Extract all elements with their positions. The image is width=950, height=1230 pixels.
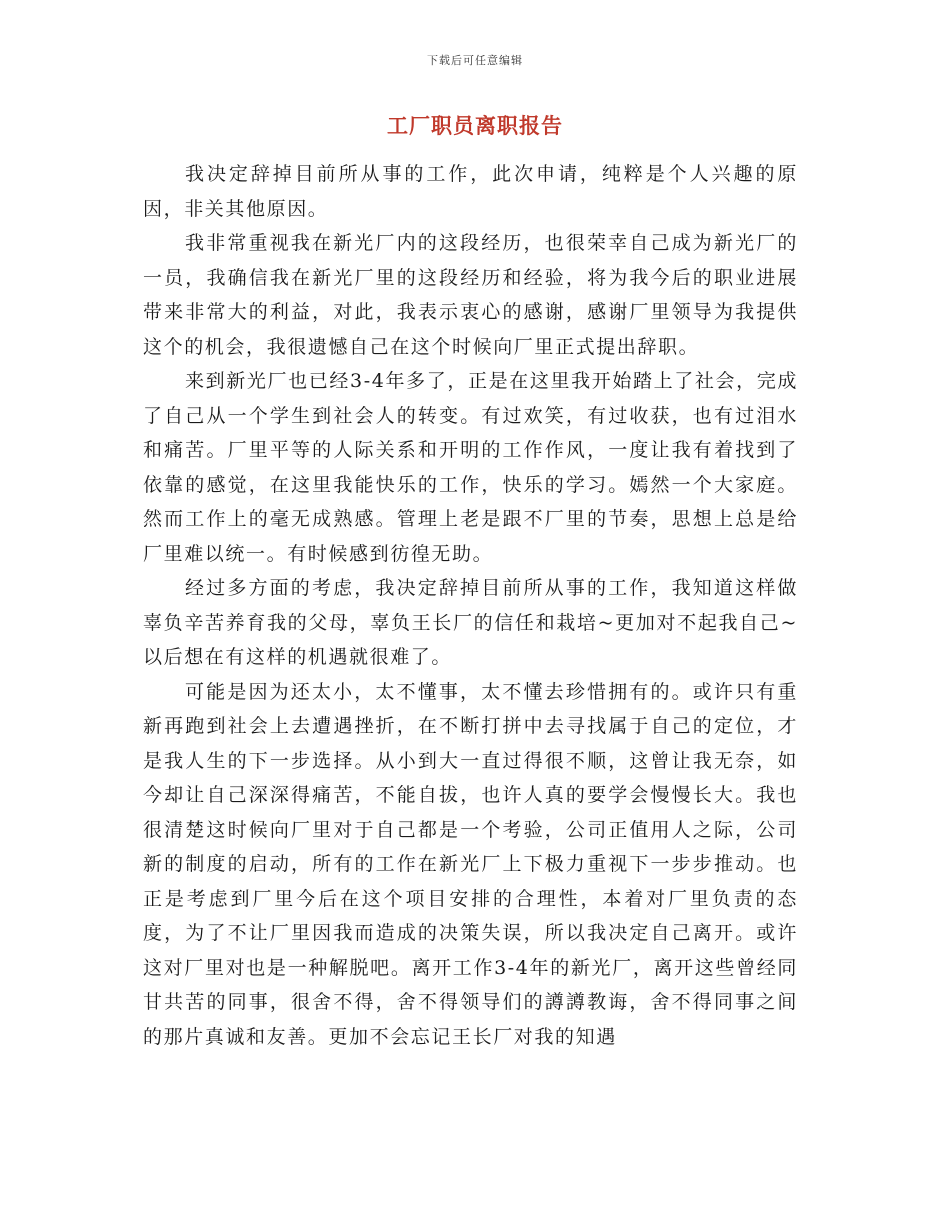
- page-header: 下载后可任意编辑: [427, 54, 523, 67]
- paragraph: 我决定辞掉目前所从事的工作，此次申请，纯粹是个人兴趣的原因，非关其他原因。: [143, 163, 798, 220]
- document-title: 工厂职员离职报告: [387, 114, 563, 138]
- document-body: [143, 157, 798, 1054]
- paragraph: 可能是因为还太小，太不懂事，太不懂去珍惜拥有的。或许只有重新再跑到社会上去遭遇挫折，在不断打拼中去寻找属于自己的定位，才是我人生的下一步选择。从小到大一直过得很不顺，这曾让我无奈，如今却让自己深深得痛苦，不能自拔，也许人真的要学会慢慢长大。我也很清楚这时候向厂里对于自己都是一个考验，公司正值用人之际，公司新的制度的启动，所有的工作在新光厂上下极力重视下一步步推动。也正是考虑到厂里今后在这个项目安排的合理性，本着对厂里负责的态度，为了不让厂里因我而造成的决策失误，所以我决定自己离开。或许这对厂里对也是一种解脱吧。离开工作3-4年的新光厂，离开这些曾经同甘共苦的同事，很舍不得，舍不得领导们的譐譐教诲，舍不得同事之间的那片真诚和友善。更加不会忘记王长厂对我的知遇: [143, 680, 798, 1048]
- paragraph: 我非常重视我在新光厂内的这段经历，也很荣幸自己成为新光厂的一员，我确信我在新光厂里的这段经历和经验，将为我今后的职业进展带来非常大的利益，对此，我表示衷心的感谢，感谢厂里领导为我提供这个的机会，我很遗憾自己在这个时候向厂里正式提出辞职。: [143, 232, 798, 358]
- paragraph: 来到新光厂也已经3-4年多了，正是在这里我开始踏上了社会，完成了自己从一个学生到社会人的转变。有过欢笑，有过收获，也有过泪水和痛苦。厂里平等的人际关系和开明的工作作风，一度让我有着找到了依靠的感觉，在这里我能快乐的工作，快乐的学习。嫣然一个大家庭。然而工作上的毫无成熟感。管理上老是跟不厂里的节奏，思想上总是给厂里难以统一。有时候感到彷徨无助。: [143, 370, 798, 565]
- paragraph: 经过多方面的考虑，我决定辞掉目前所从事的工作，我知道这样做辜负辛苦养育我的父母，辜负王长厂的信任和栽培~更加对不起我自己~以后想在有这样的机遇就很难了。: [143, 577, 798, 668]
